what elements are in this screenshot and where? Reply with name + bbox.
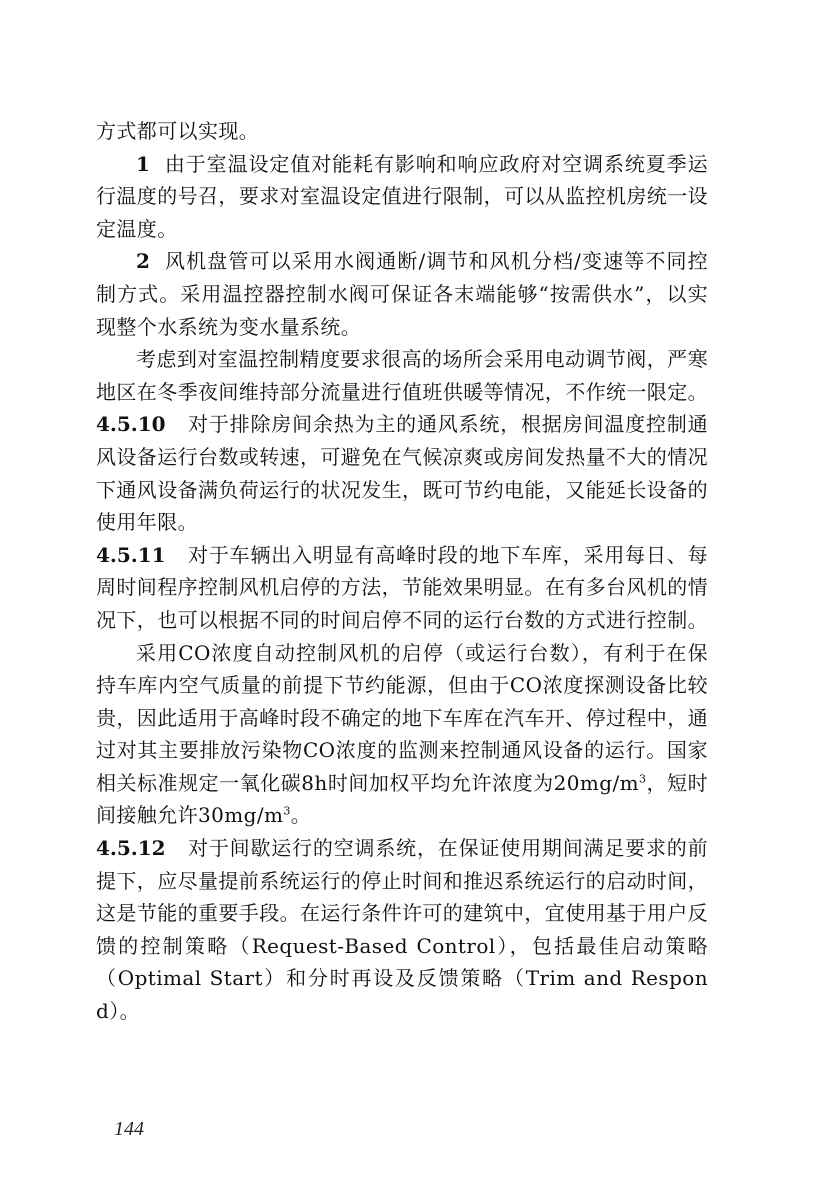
paragraph-continuation [96, 115, 708, 148]
paragraph-text: ，短时间接触允许30mg/m [96, 770, 708, 828]
clause-4-5-10 [96, 408, 708, 538]
clause-number: 4.5.12 [96, 836, 166, 861]
paragraph-note [96, 343, 708, 408]
body-text [96, 115, 708, 1028]
superscript: 3 [283, 804, 291, 818]
paragraph-text: 考虑到对室温控制精度要求很高的场所会采用电动调节阀，严寒地区在冬季夜间维持部分流量进行值班供暖等情况，不作统一限定。 [96, 347, 708, 404]
clause-text: 对于间歇运行的空调系统，在保证使用期间满足要求的前提下，应尽量提前系统运行的停止时间和推迟系统运行的启动时间，这是节能的重要手段。在运行条件许可的建筑中，宜使用基于用户反馈的控制策略（Request-Based Control），包括最佳启动策略（Optimal Start）和分时再设及反馈策略（Trim and Respond）。 [96, 836, 708, 1024]
list-item-number: 1 [136, 151, 151, 176]
clause-4-5-11 [96, 539, 708, 637]
clause-text: 对于车辆出入明显有高峰时段的地下车库，采用每日、每周时间程序控制风机启停的方法，节能效果明显。在有多台风机的情况下，也可以根据不同的时间启停不同的运行台数的方式进行控制。 [96, 542, 708, 632]
paragraph-text: 采用CO浓度自动控制风机的启停（或运行台数），有利于在保持车库内空气质量的前提下节约能源，但由于CO浓度探测设备比较贵，因此适用于高峰时段不确定的地下车库在汽车开、停过程中，通过对其主要排放污染物CO浓度的监测来控制通风设备的运行。国家相关标准规定一氧化碳8h时间加权平均允许浓度为20mg/m [96, 640, 708, 795]
paragraph-text: 。 [290, 803, 312, 828]
list-item-text: 由于室温设定值对能耗有影响和响应政府对空调系统夏季运行温度的号召，要求对室温设定值进行限制，可以从监控机房统一设定温度。 [96, 151, 708, 241]
clause-4-5-12 [96, 832, 708, 1028]
page-number: 144 [114, 1118, 144, 1140]
list-item-text: 风机盘管可以采用水阀通断/调节和风机分档/变速等不同控制方式。采用温控器控制水阀可保证各末端能够“按需供水”，以实现整个水系统为变水量系统。 [96, 249, 708, 339]
paragraph-text: 方式都可以实现。 [96, 119, 260, 143]
clause-text: 对于排除房间余热为主的通风系统，根据房间温度控制通风设备运行台数或转速，可避免在气候凉爽或房间发热量不大的情况下通风设备满负荷运行的状况发生，既可节约电能，又能延长设备的使用年限。 [96, 412, 708, 535]
list-item-2 [96, 245, 708, 343]
list-item-number: 2 [136, 249, 151, 274]
clause-number: 4.5.10 [96, 412, 166, 437]
clause-number: 4.5.11 [96, 542, 166, 567]
superscript: 3 [639, 772, 647, 786]
paragraph-co-control [96, 637, 708, 833]
list-item-1 [96, 148, 708, 246]
